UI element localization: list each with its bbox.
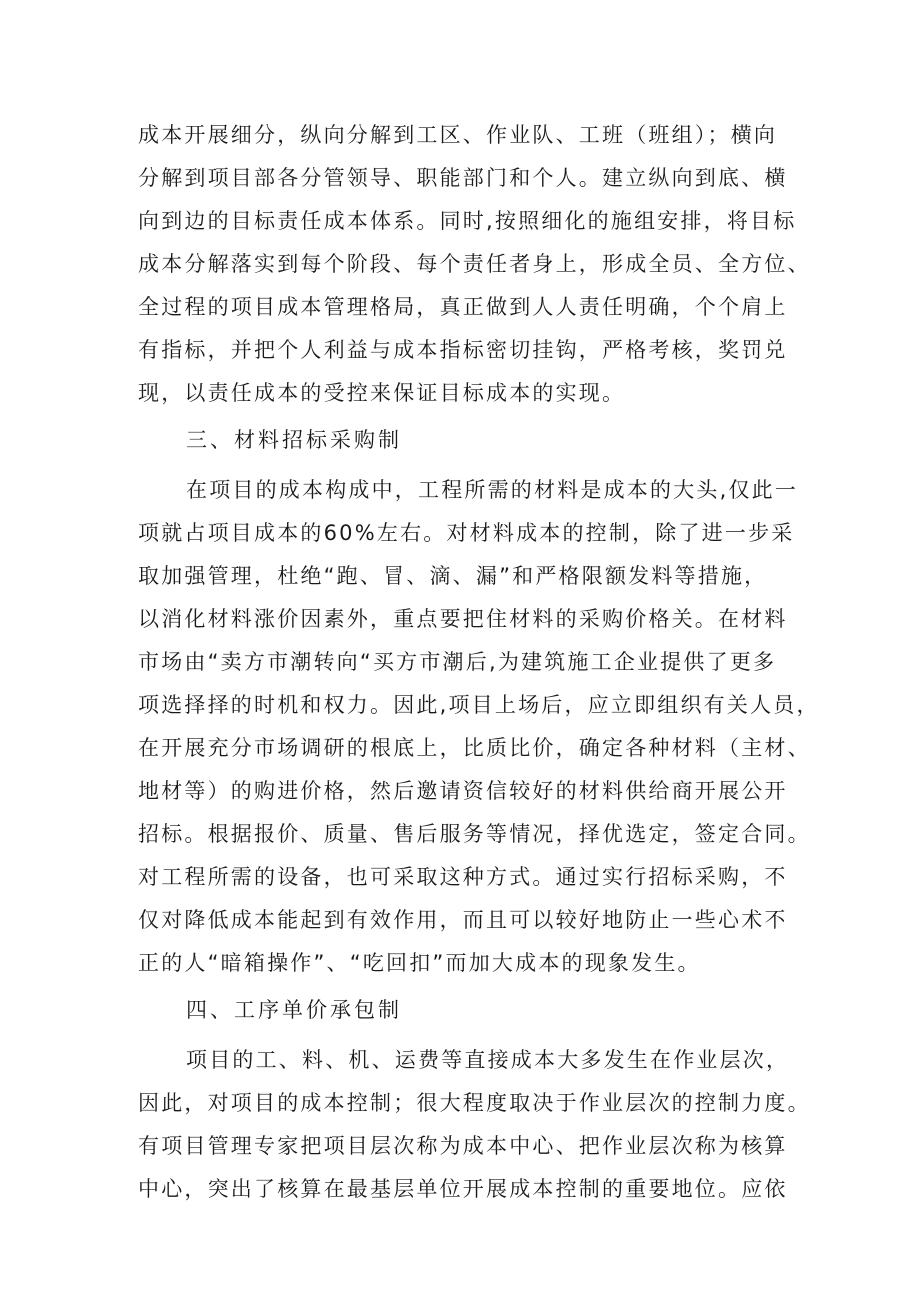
paragraph-line: 成本分解落实到每个阶段、每个责任者身上，形成全员、全方位、 [138, 252, 811, 276]
paragraph-line: 项就占项目成本的60%左右。对材料成本的控制，除了进一步采 [138, 521, 795, 545]
paragraph-line: 市场由“卖方市潮转向“买方市潮后,为建筑施工企业提供了更多 [138, 650, 777, 674]
section-heading: 三、材料招标采购制 [186, 428, 402, 452]
paragraph-line: 取加强管理，杜绝“跑、冒、滴、漏”和严格限额发料等措施， [138, 564, 768, 588]
paragraph-line: 仅对降低成本能起到有效作用，而且可以较好地防止一些心术不 [138, 908, 788, 932]
paragraph-line: 因此，对项目的成本控制；很大程度取决于作业层次的控制力度。 [138, 1091, 811, 1115]
paragraph-line: 招标。根据报价、质量、售后服务等情况，择优选定，签定合同。 [138, 822, 811, 846]
paragraph-line: 地材等）的购进价格，然后邀请资信较好的材料供给商开展公开 [138, 779, 788, 803]
paragraph-line: 项选择择的时机和权力。因此,项目上场后，应立即组织有关人员， [138, 693, 820, 717]
paragraph-line: 现，以责任成本的受控来保证目标成本的实现。 [138, 381, 626, 405]
paragraph-line: 项目的工、料、机、运费等直接成本大多发生在作业层次， [186, 1048, 790, 1072]
paragraph-line: 向到边的目标责任成本体系。同时,按照细化的施组安排，将目标 [138, 209, 797, 233]
paragraph-line: 以消化材料涨价因素外，重点要把住材料的采购价格关。在材料 [138, 607, 788, 631]
paragraph-line: 有项目管理专家把项目层次称为成本中心、把作业层次称为核算 [138, 1134, 788, 1158]
paragraph-line: 分解到项目部各分管领导、职能部门和个人。建立纵向到底、横 [138, 166, 788, 190]
paragraph-line: 全过程的项目成本管理格局，真正做到人人责任明确，个个肩上 [138, 295, 788, 319]
paragraph-line: 中心，突出了核算在最基层单位开展成本控制的重要地位。应依 [138, 1177, 788, 1201]
paragraph-line: 正的人“暗箱操作”、“吃回扣”而加大成本的现象发生。 [138, 951, 701, 975]
paragraph-line: 有指标，并把个人利益与成本指标密切挂钩，严格考核，奖罚兑 [138, 338, 788, 362]
paragraph-line: 对工程所需的设备，也可采取这种方式。通过实行招标采购，不 [138, 865, 788, 889]
paragraph-line: 在项目的成本构成中，工程所需的材料是成本的大头,仅此一 [186, 478, 799, 502]
paragraph-line: 在开展充分市场调研的根底上，比质比价，确定各种材料（主材、 [138, 736, 811, 760]
section-heading: 四、工序单价承包制 [186, 998, 402, 1022]
paragraph-line: 成本开展细分，纵向分解到工区、作业队、工班（班组）；横向 [138, 123, 778, 147]
